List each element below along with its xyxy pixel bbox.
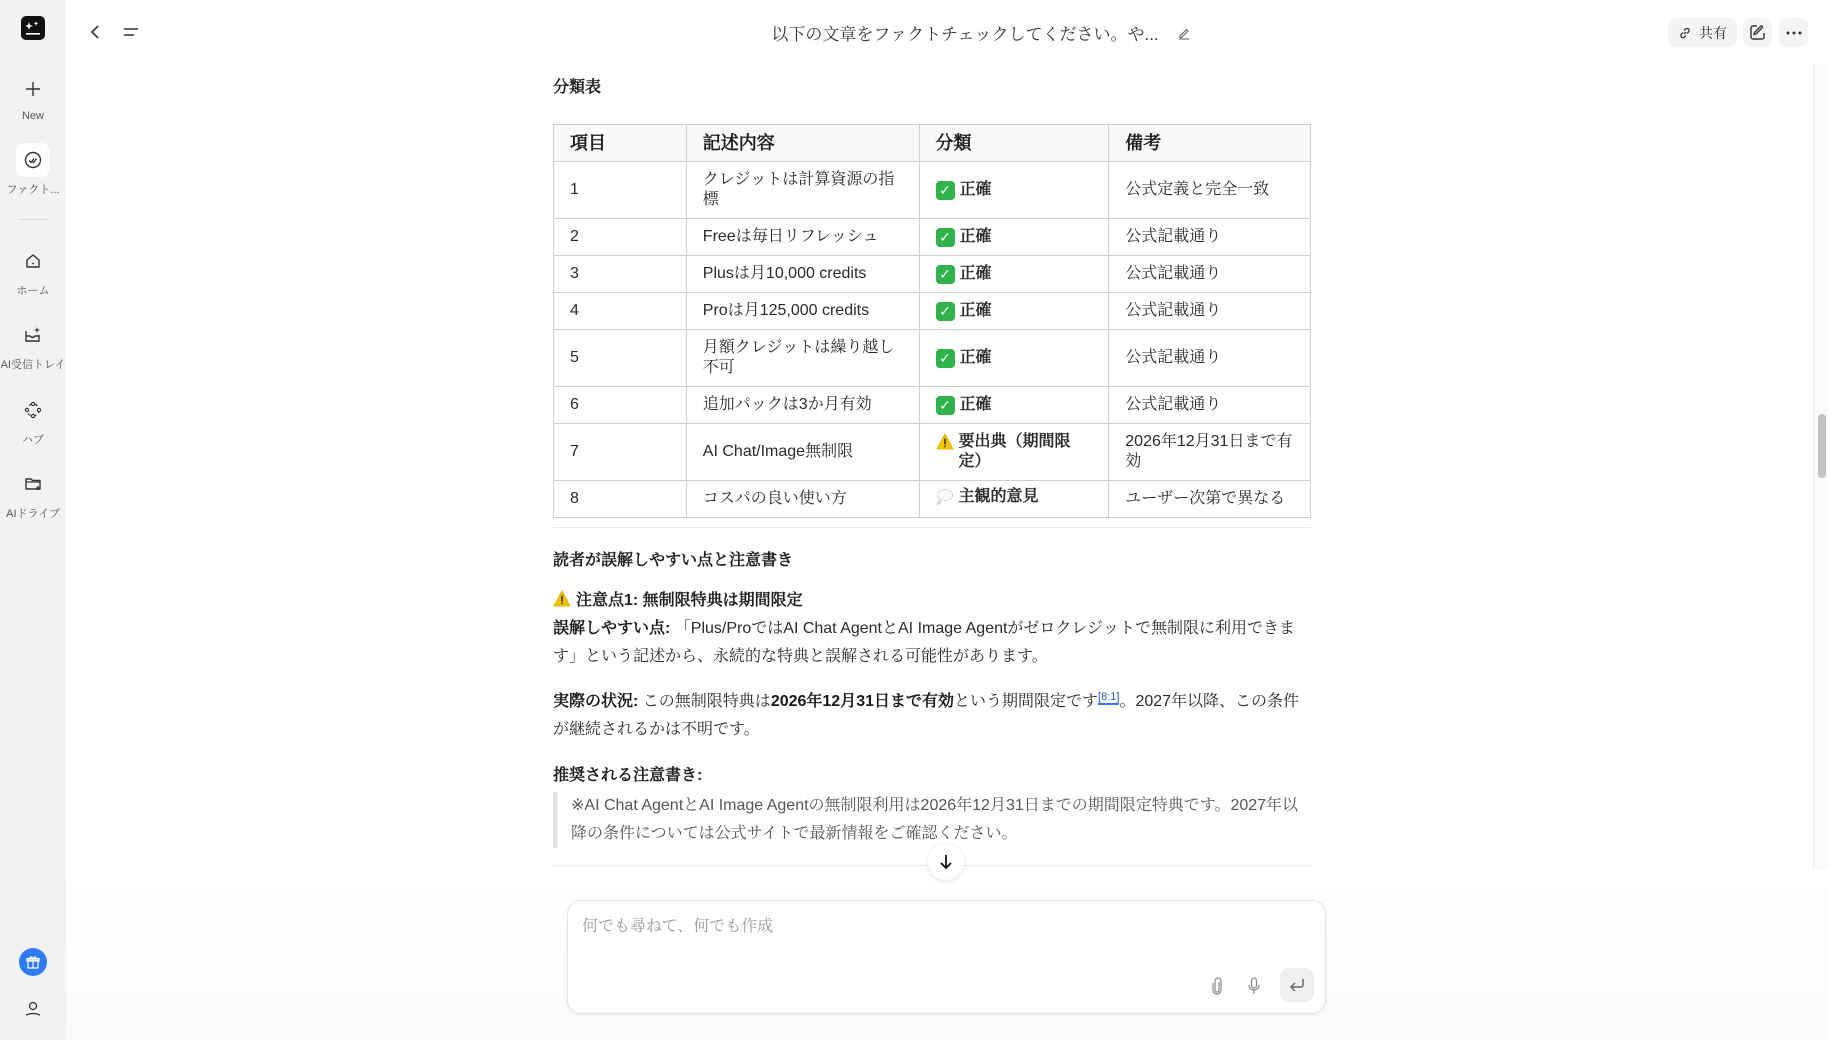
sidebar [0, 0, 66, 1040]
actual-status-paragraph: 実際の状況: この無制限特典は2026年12月31日まで有効という期間限定です[8:1]。2027年以降、この条件が継続されるかは不明です。 [553, 690, 1300, 738]
cell-item: 3 [554, 256, 687, 293]
cell-classification: ✓ 正確 [919, 219, 1109, 256]
cell-item: 4 [554, 293, 687, 330]
thought-bubble-icon [936, 488, 954, 505]
cell-classification: ✓ 正確 [919, 293, 1109, 330]
attach-button[interactable] [1202, 971, 1232, 1001]
content-scrollbar[interactable] [1813, 64, 1828, 870]
sidebar-item-ai-drive[interactable] [0, 467, 66, 521]
voice-input-button[interactable] [1239, 971, 1269, 1001]
check-mark-icon: ✓ [936, 265, 955, 284]
cell-item: 8 [554, 481, 687, 518]
check-circle-icon [16, 143, 50, 177]
sidebar-item-label: AI受信トレイ [0, 359, 66, 371]
check-mark-icon: ✓ [936, 349, 955, 368]
share-button[interactable] [1668, 18, 1737, 47]
cell-description: コスパの良い使い方 [686, 481, 919, 518]
link-icon [1678, 26, 1692, 40]
table-row [554, 424, 1311, 481]
misread-label: 誤解しやすい点: [553, 620, 671, 637]
cell-classification: ✓ 正確 [919, 330, 1109, 387]
cell-classification: 要出典（期間限定） [919, 424, 1109, 481]
gift-button[interactable] [19, 948, 47, 976]
new-button[interactable] [0, 72, 66, 122]
sidebar-item-hub[interactable] [0, 393, 66, 447]
warning-icon [553, 590, 571, 607]
cell-classification: ✓ 正確 [919, 387, 1109, 424]
folder-icon [16, 467, 50, 501]
new-label: New [21, 110, 44, 122]
cell-description: 追加パックは3か月有効 [686, 387, 919, 424]
menu-icon [123, 26, 139, 38]
table-header-row [554, 125, 1311, 162]
plus-icon [16, 72, 50, 106]
cell-item: 2 [554, 219, 687, 256]
check-mark-icon: ✓ [936, 228, 955, 247]
cell-item: 6 [554, 387, 687, 424]
check-mark-icon: ✓ [936, 396, 955, 415]
sidebar-item-ai-inbox[interactable] [0, 318, 66, 372]
table-row [554, 387, 1311, 424]
cell-classification: ✓ 正確 [919, 162, 1109, 219]
table-row [554, 330, 1311, 387]
app-logo-icon[interactable] [21, 16, 45, 40]
section-heading: 読者が誤解しやすい点と注意書き [553, 552, 794, 569]
hub-icon [16, 393, 50, 427]
sidebar-divider [18, 219, 48, 220]
send-button[interactable] [1280, 968, 1314, 1002]
chat-title: 以下の文章をファクトチェックしてください。や... [771, 25, 1159, 44]
column-header-item: 項目 [554, 125, 687, 162]
misread-paragraph [553, 615, 1311, 671]
check-mark-icon: ✓ [936, 302, 955, 321]
chevron-left-icon [88, 24, 102, 40]
recommended-note-quote: ※AI Chat AgentとAI Image Agentの無制限利用は2026年12月31日までの期間限定特典です。2027年以降の条件については公式サイトで最新情報をご確認ください。 [553, 792, 1311, 848]
user-profile-button[interactable] [20, 996, 46, 1022]
cell-notes: 公式記載通り [1109, 330, 1311, 387]
message-composer [567, 900, 1326, 1014]
table-row [554, 256, 1311, 293]
cell-notes: 公式記載通り [1109, 256, 1311, 293]
back-button[interactable] [81, 18, 109, 46]
table-row [554, 219, 1311, 256]
sidebar-item-factcheck[interactable] [0, 143, 66, 197]
cell-description: Proは月125,000 credits [686, 293, 919, 330]
cell-classification: 主観的意見 [919, 481, 1109, 518]
cell-item: 7 [554, 424, 687, 481]
sidebar-item-label: ホーム [16, 285, 50, 297]
menu-button[interactable] [117, 18, 145, 46]
arrow-down-icon [939, 854, 953, 870]
cell-notes: 公式記載通り [1109, 387, 1311, 424]
sidebar-item-label: AIドライブ [6, 508, 60, 520]
chat-title-area [746, 20, 1216, 45]
more-options-button[interactable] [1779, 18, 1808, 47]
enter-return-icon [1289, 978, 1305, 992]
sidebar-item-label: ハブ [22, 434, 44, 446]
home-icon [16, 244, 50, 278]
pencil-icon [1177, 26, 1191, 40]
column-header-description: 記述内容 [686, 125, 919, 162]
table-heading: 分類表 [553, 79, 602, 96]
cell-notes: 2026年12月31日まで有効 [1109, 424, 1311, 481]
microphone-icon [1247, 977, 1261, 995]
cell-notes: 公式記載通り [1109, 293, 1311, 330]
cell-notes: ユーザー次第で異なる [1109, 481, 1311, 518]
cell-description: Plusは月10,000 credits [686, 256, 919, 293]
cell-description: AI Chat/Image無制限 [686, 424, 919, 481]
more-horizontal-icon [1786, 31, 1802, 35]
table-row [554, 481, 1311, 518]
gift-icon [26, 955, 40, 969]
column-header-notes: 備考 [1109, 125, 1311, 162]
sidebar-item-home[interactable] [0, 244, 66, 298]
classification-table [553, 124, 1311, 518]
section-divider [553, 527, 1311, 528]
cell-item: 1 [554, 162, 687, 219]
sidebar-item-label: ファクト... [6, 184, 60, 196]
edit-square-icon [1749, 24, 1766, 41]
table-row [554, 293, 1311, 330]
scrollbar-thumb[interactable] [1818, 414, 1826, 478]
cell-notes: 公式定義と完全一致 [1109, 162, 1311, 219]
column-header-classification: 分類 [919, 125, 1109, 162]
warning-icon [936, 433, 954, 450]
message-input[interactable] [582, 915, 1302, 939]
cell-description: クレジットは計算資源の指標 [686, 162, 919, 219]
table-row [554, 162, 1311, 219]
inbox-icon [16, 318, 50, 352]
rename-button[interactable] [1177, 26, 1191, 40]
paperclip-icon [1211, 977, 1223, 995]
share-label: 共有 [1699, 24, 1727, 41]
user-icon [24, 1000, 42, 1018]
expiry-date-emphasis: 2026年12月31日まで有効 [770, 693, 955, 710]
misread-text: 「Plus/ProではAI Chat AgentとAI Image Agentがゼロクレジットで無制限に利用できます」という記述から、永続的な特典と誤解される可能性があります。 [553, 620, 1296, 665]
new-chat-button[interactable] [1743, 18, 1772, 47]
cell-description: Freeは毎日リフレッシュ [686, 219, 919, 256]
recommended-note-heading: 推奨される注意書き: [553, 767, 703, 784]
caution-point-heading: 注意点1: 無制限特典は期間限定 [553, 587, 803, 610]
scroll-to-bottom-button[interactable] [928, 844, 964, 880]
check-mark-icon: ✓ [936, 181, 955, 200]
cell-description: 月額クレジットは繰り越し不可 [686, 330, 919, 387]
actual-label: 実際の状況: [553, 693, 639, 710]
top-bar [66, 0, 1828, 64]
cell-item: 5 [554, 330, 687, 387]
cell-classification: ✓ 正確 [919, 256, 1109, 293]
citation-link[interactable]: [8:1] [1098, 690, 1120, 703]
cell-notes: 公式記載通り [1109, 219, 1311, 256]
